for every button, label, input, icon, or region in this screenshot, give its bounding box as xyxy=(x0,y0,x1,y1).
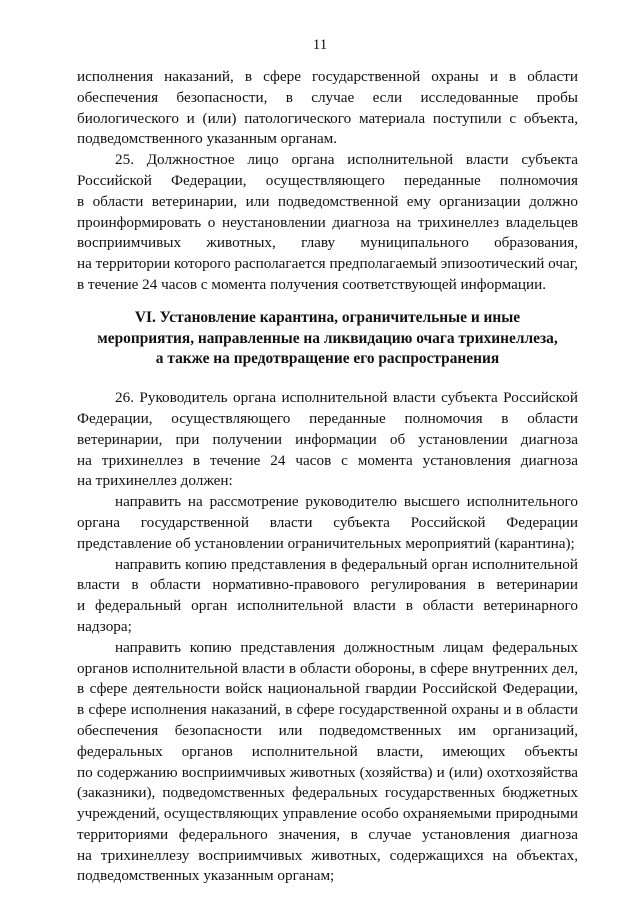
list-item-3 xyxy=(77,638,578,888)
text-line: Федерации, осуществляющего переданные полномочия в области xyxy=(77,409,578,427)
text-line: (заказники), подведомственных федеральных государственных бюджетных xyxy=(77,784,578,802)
paragraph-25 xyxy=(77,150,578,296)
text-line: в сфере исполнения наказаний, в сфере государственной охраны и в области xyxy=(77,701,578,719)
paragraph-26 xyxy=(77,388,578,492)
spacer xyxy=(77,296,578,308)
text-line: в течение 24 часов с момента получения соответствующей информации. xyxy=(77,275,547,293)
section-heading xyxy=(77,308,578,370)
text-line: на трихинеллез должен: xyxy=(77,472,233,490)
text-line: в области ветеринарии, или подведомственной ему организации должно xyxy=(77,192,578,210)
text-line: подведомственных указанным органам; xyxy=(77,867,335,885)
spacer xyxy=(77,370,578,382)
text-line: власти в области нормативно-правового регулирования в ветеринарии xyxy=(77,576,578,594)
document-body xyxy=(77,67,578,887)
text-line: 26. Руководитель органа исполнительной власти субъекта Российской xyxy=(115,389,578,407)
text-line: биологического и (или) патологического материала поступили с объекта, xyxy=(77,109,578,127)
text-line: на территории которого располагается предполагаемый эпизоотический очаг, xyxy=(77,255,579,273)
text-line: федеральных органов исполнительной власти, имеющих объекты xyxy=(77,742,578,760)
text-line: надзора; xyxy=(77,617,132,635)
paragraph-continuation xyxy=(77,67,578,150)
heading-line: мероприятия, направленные на ликвидацию очага трихинеллеза, xyxy=(97,329,558,347)
text-line: на трихинеллезу восприимчивых животных, содержащихся на объектах, xyxy=(77,846,578,864)
text-line: ветеринарии, при получении информации об установлении диагноза xyxy=(77,430,578,448)
text-line: обеспечения безопасности, в случае если исследованные пробы xyxy=(77,88,578,106)
list-item-1 xyxy=(77,492,578,554)
text-line: территориями федерального значения, в случае установления диагноза xyxy=(77,825,578,843)
page-number: 11 xyxy=(312,37,328,53)
text-line: представление об установлении ограничительных мероприятий (карантина); xyxy=(77,534,575,552)
text-line: проинформировать о неустановлении диагноза на трихинеллез владельцев xyxy=(77,213,578,231)
list-item-2 xyxy=(77,555,578,638)
text-line: исполнения наказаний, в сфере государственной охраны и в области xyxy=(77,68,578,85)
text-line: учреждений, осуществляющих управление особо охраняемыми природными xyxy=(77,805,578,823)
text-line: органов исполнительной власти в области обороны, в сфере внутренних дел, xyxy=(77,659,578,677)
text-line: подведомственного указанным органам. xyxy=(77,130,338,148)
text-line: направить на рассмотрение руководителю высшего исполнительного xyxy=(115,493,578,511)
text-line: и федеральный орган исполнительной власти в области ветеринарного xyxy=(77,597,578,615)
text-line: направить копию представления должностным лицам федеральных xyxy=(115,638,578,656)
text-line: направить копию представления в федеральный орган исполнительной xyxy=(115,555,578,573)
heading-line: VI. Установление карантина, ограничительные и иные xyxy=(134,308,521,326)
text-line: органа государственной власти субъекта Российской Федерации xyxy=(77,513,578,531)
text-line: 25. Должностное лицо органа исполнительной власти субъекта xyxy=(115,151,578,169)
heading-line: а также на предотвращение его распространения xyxy=(155,350,500,368)
text-line: на трихинеллез в течение 24 часов с момента установления диагноза xyxy=(77,451,578,469)
text-line: по содержанию восприимчивых животных (хозяйства) и (или) охотхозяйства xyxy=(77,763,578,781)
text-line: обеспечения безопасности или подведомственных им организаций, xyxy=(77,721,578,739)
text-line: восприимчивых животных, главу муниципального образования, xyxy=(77,234,578,252)
text-line: в сфере деятельности войск национальной гвардии Российской Федерации, xyxy=(77,680,578,698)
text-line: Российской Федерации, осуществляющего переданные полномочия xyxy=(77,171,578,189)
